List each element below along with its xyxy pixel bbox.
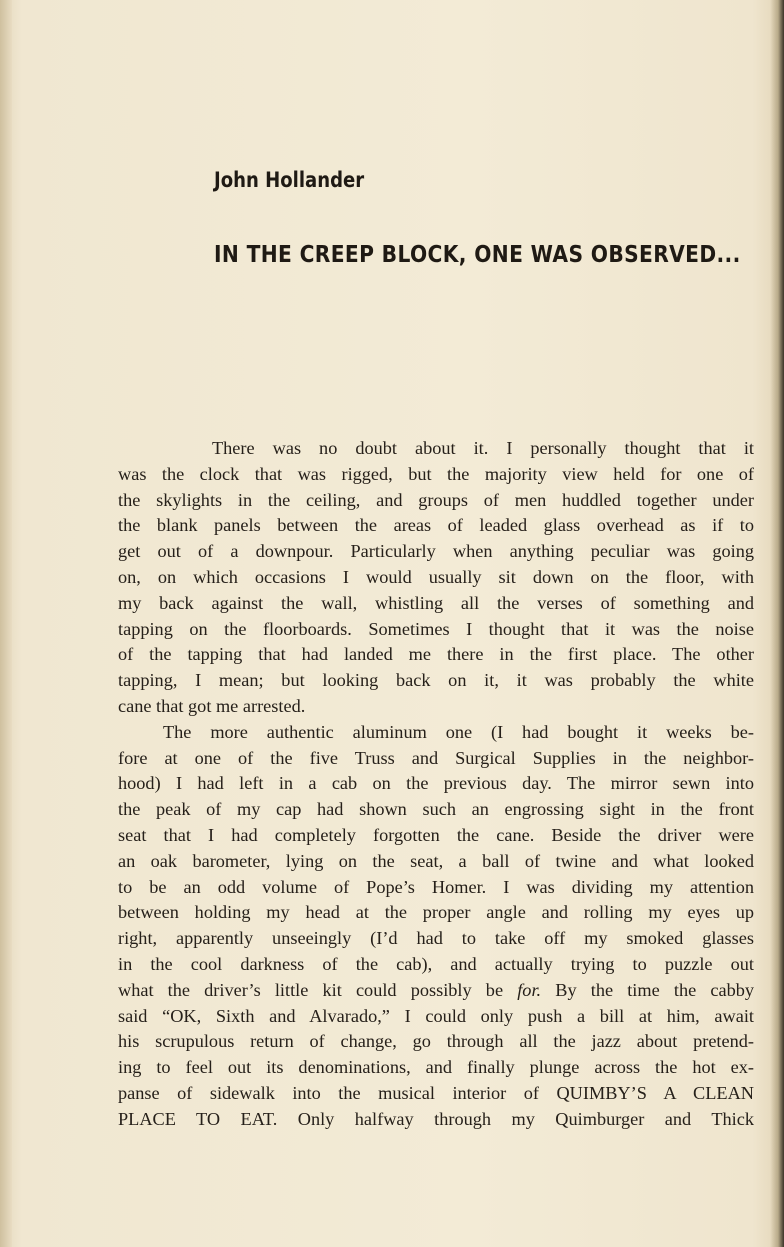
text-line: There was no doubt about it. I personally thought that it (212, 438, 754, 458)
text-line: tapping, I mean; but looking back on it, it was probably the white (118, 670, 754, 691)
text-line: on, on which occasions I would usually sit down on the floor, with (118, 566, 754, 587)
text-line: the blank panels between the areas of leaded glass overhead as if to (118, 515, 754, 536)
text-line: get out of a downpour. Particularly when anything peculiar was going (118, 541, 754, 562)
page-edge-shadow (770, 0, 784, 1247)
text-segment: what the driver’s little kit could possibly be (118, 979, 504, 1000)
text-line: in the cool darkness of the cab), and actually trying to puzzle out (118, 953, 754, 974)
chapter-title: IN THE CREEP BLOCK, ONE WAS OBSERVED... (214, 242, 741, 268)
page-gutter-shadow (0, 0, 12, 1247)
paragraph-2 (118, 720, 754, 1133)
text-line: the skylights in the ceiling, and groups of men huddled together under (118, 489, 754, 510)
emphasized-word: for. (517, 979, 542, 1000)
text-line: of the tapping that had landed me there in the first place. The other (118, 644, 754, 665)
text-line: panse of sidewalk into the musical interior of QUIMBY’S A CLEAN (118, 1082, 754, 1103)
text-line: right, apparently unseeingly (I’d had to take off my smoked glasses (118, 928, 754, 949)
text-line: was the clock that was rigged, but the majority view held for one of (118, 463, 754, 484)
text-line: fore at one of the five Truss and Surgical Supplies in the neighbor- (118, 747, 754, 768)
text-line-with-emphasis (118, 978, 754, 1004)
text-line: seat that I had completely forgotten the cane. Beside the driver were (118, 824, 754, 845)
text-line: said “OK, Sixth and Alvarado,” I could only push a bill at him, await (118, 1005, 754, 1026)
text-line: the peak of my cap had shown such an engrossing sight in the front (118, 799, 754, 820)
text-line: ing to feel out its denominations, and finally plunge across the hot ex- (118, 1057, 754, 1078)
text-line: PLACE TO EAT. Only halfway through my Quimburger and Thick (118, 1108, 754, 1129)
text-line: tapping on the floorboards. Sometimes I thought that it was the noise (118, 618, 754, 639)
text-line: his scrupulous return of change, go through all the jazz about pretend- (118, 1031, 754, 1052)
text-segment: By the time the cabby (541, 979, 754, 1000)
text-line: The more authentic aluminum one (I had bought it weeks be- (163, 721, 754, 742)
text-line: hood) I had left in a cab on the previous day. The mirror sewn into (118, 773, 754, 794)
text-line: an oak barometer, lying on the seat, a ball of twine and what looked (118, 850, 754, 871)
paragraph-1 (118, 436, 754, 720)
author-name: John Hollander (214, 168, 365, 192)
text-line: cane that got me arrested. (118, 695, 306, 716)
text-line: to be an odd volume of Pope’s Homer. I was dividing my attention (118, 876, 754, 897)
body-text (118, 436, 754, 1133)
text-line: my back against the wall, whistling all the verses of something and (118, 592, 754, 613)
text-line: between holding my head at the proper angle and rolling my eyes up (118, 902, 754, 923)
